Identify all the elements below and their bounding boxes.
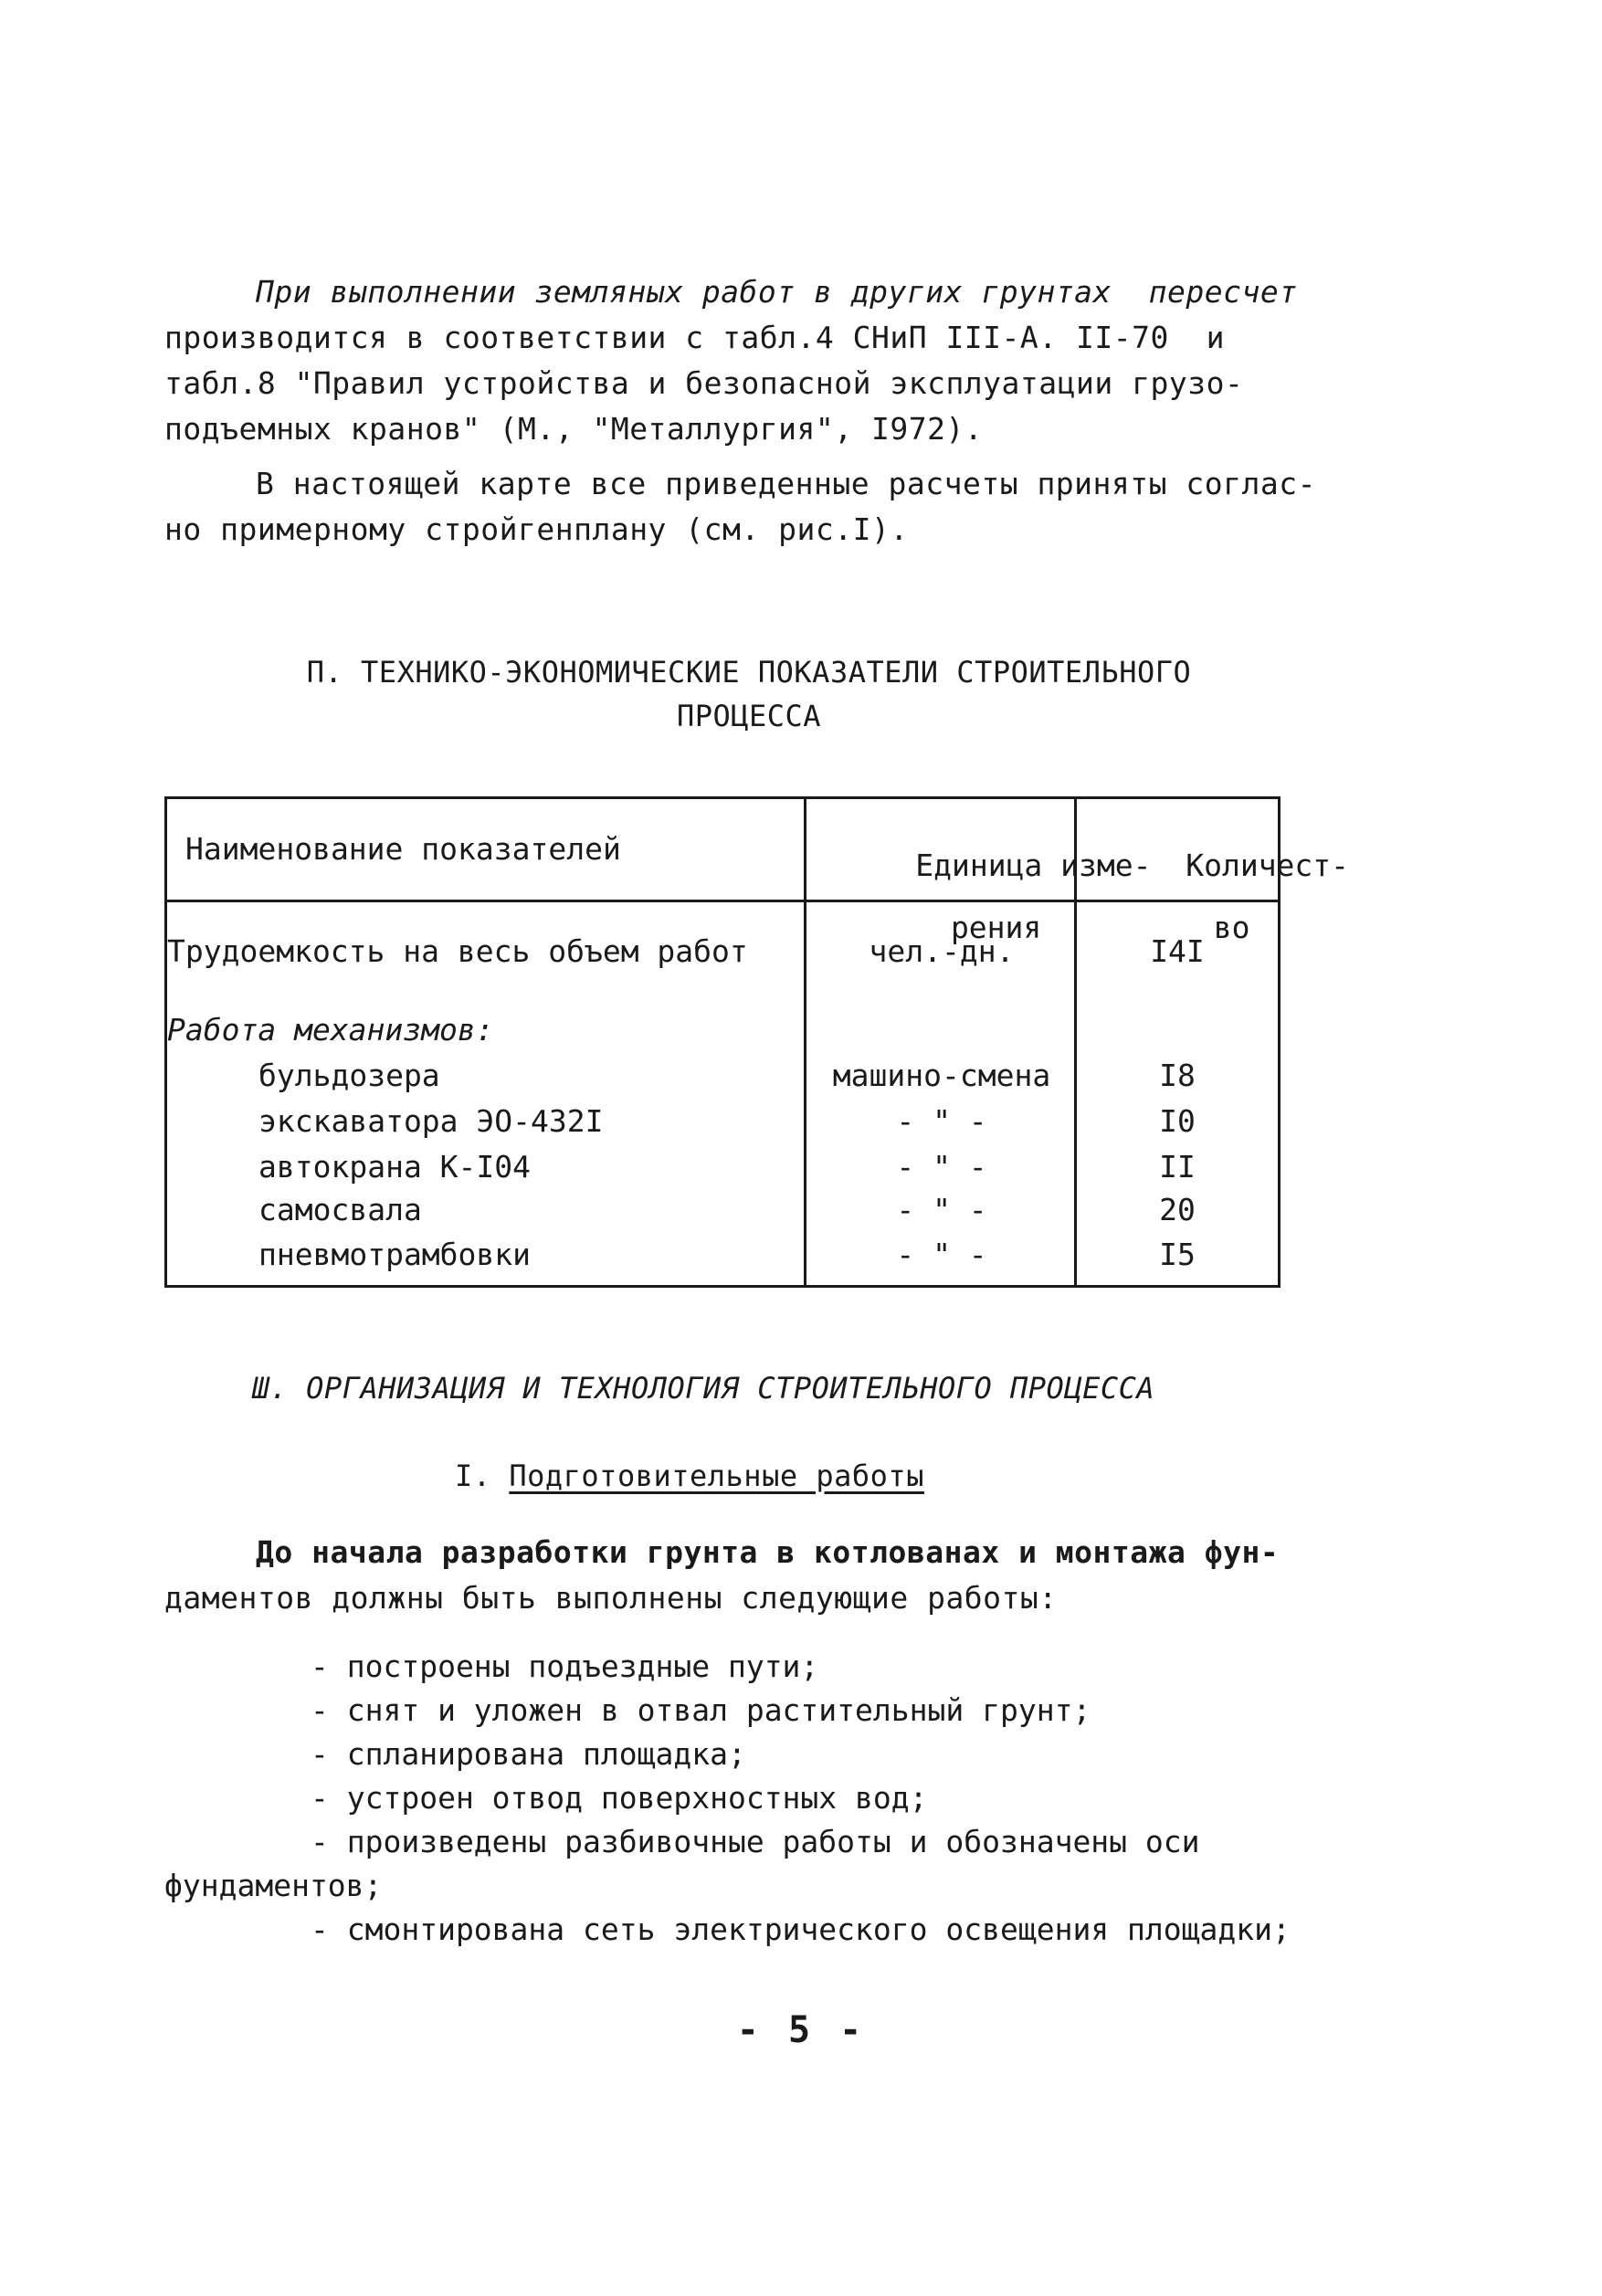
table-cell-name: самосвала	[258, 1192, 422, 1227]
table-cell-qty: I8	[1159, 1058, 1196, 1093]
intro-p1-line-1: При выполнении земляных работ в других грунтах пересчет	[256, 274, 1298, 310]
table-row	[167, 929, 1278, 974]
intro-p1-line-4: подъемных кранов" (М., "Металлургия", I972).	[164, 411, 984, 447]
page-number: - 5 -	[736, 2009, 866, 2051]
list-item: - устроен отвод поверхностных вод;	[311, 1780, 928, 1816]
table-cell-qty: 20	[1159, 1192, 1196, 1227]
table-row	[167, 1007, 1278, 1053]
intro-p2-line-1: В настоящей карте все приведенные расчеты приняты соглас-	[256, 466, 1316, 501]
table-row	[167, 1232, 1278, 1278]
table-cell-name: Трудоемкость на весь объем работ	[167, 933, 748, 969]
table-cell-unit: машино-смена	[832, 1058, 1051, 1093]
table-cell-qty: I0	[1159, 1103, 1196, 1139]
table-cell-unit: - " -	[896, 1103, 987, 1139]
section-3-para-line-1: До начала разработки грунта в котлованах и монтажа фун-	[256, 1534, 1280, 1570]
table-cell-unit: - " -	[896, 1192, 987, 1227]
table-header-unit-line-1: Единица изме-	[915, 848, 1152, 883]
section-2-heading-line-1: П. ТЕХНИКО-ЭКОНОМИЧЕСКИЕ ПОКАЗАТЕЛИ СТРОИТЕЛЬНОГО	[306, 655, 1192, 690]
table-header-qty-line-2: во	[1213, 910, 1250, 945]
table-cell-name: бульдозера	[258, 1058, 440, 1093]
intro-paragraph-1	[164, 269, 1298, 452]
table-cell-unit: - " -	[896, 1237, 987, 1272]
table-cell-qty: I5	[1159, 1237, 1196, 1272]
list-item: - произведены разбивочные работы и обозначены оси	[311, 1824, 1200, 1859]
table-header-qty-line-1: Количест-	[1186, 848, 1350, 883]
table-cell-name: экскаватора ЭО-432I	[258, 1103, 604, 1139]
section-3-para-line-2: даментов должны быть выполнены следующие работы:	[164, 1580, 1058, 1616]
table-header-name: Наименование показателей	[185, 831, 621, 867]
table-cell-name: Работа механизмов:	[167, 1012, 494, 1048]
table-row	[167, 1187, 1278, 1233]
subsection-title	[0, 1454, 1379, 1498]
table-cell-unit: чел.-дн.	[869, 933, 1015, 969]
indicators-table	[164, 796, 1350, 1288]
intro-paragraph-2	[164, 461, 1316, 553]
table-cell-qty: I4I	[1150, 933, 1205, 969]
table-row	[167, 1053, 1278, 1099]
subsection-title-text: Подготовительные работы	[509, 1459, 924, 1493]
list-item: - снят и уложен в отвал растительный грунт;	[311, 1692, 1091, 1728]
list-item: - построены подъездные пути;	[311, 1648, 819, 1684]
list-item: фундаментов;	[164, 1868, 383, 1903]
table-row	[167, 1099, 1278, 1144]
subsection-number: I.	[455, 1459, 491, 1493]
section-3-paragraph	[164, 1530, 1279, 1621]
table-cell-qty: II	[1159, 1149, 1196, 1185]
table-header-unit-line-2: рения	[950, 910, 1042, 945]
intro-p1-line-2: производится в соответствии с табл.4 СНиП III-А. II-70 и	[164, 320, 1225, 355]
table-cell-unit: - " -	[896, 1149, 987, 1185]
section-2-heading-line-2: ПРОЦЕССА	[676, 699, 822, 733]
list-item: - смонтирована сеть электрического освещения площадки;	[311, 1912, 1291, 1947]
table-cell-name: пневмотрамбовки	[258, 1237, 532, 1272]
section-2-heading	[0, 650, 1498, 738]
table-cell-name: автокрана К-I04	[258, 1149, 532, 1185]
intro-p1-line-3: табл.8 "Правил устройства и безопасной эксплуатации грузо-	[164, 365, 1244, 401]
section-3-heading: Ш. ОРГАНИЗАЦИЯ И ТЕХНОЛОГИЯ СТРОИТЕЛЬНОГО ПРОЦЕССА	[251, 1371, 1155, 1406]
list-item: - спланирована площадка;	[311, 1736, 746, 1772]
intro-p2-line-2: но примерному стройгенплану (см. рис.I).	[164, 511, 909, 547]
table-row	[167, 1144, 1278, 1190]
